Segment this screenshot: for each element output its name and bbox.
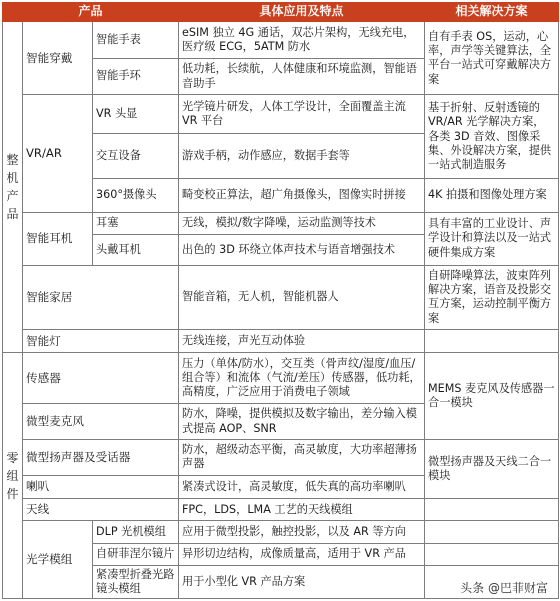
features-360-camera: 畸变校正算法，超广角摄像头，图像实时拼接	[179, 178, 425, 212]
subproduct-360-camera: 360°摄像头	[93, 178, 179, 212]
product-wearable: 智能穿戴	[23, 22, 93, 95]
solution-sensor: MEMS 麦克风及传感器一合一模块	[425, 353, 559, 440]
features-horn: 紧凑式设计，高灵敏度，低失真的高功率喇叭	[179, 475, 425, 498]
subproduct-fresnel: 自研菲涅尔镜片	[93, 543, 179, 565]
product-optics: 光学模组	[23, 521, 93, 599]
subproduct-dlp: DLP 光机模组	[93, 521, 179, 543]
solution-antenna	[425, 499, 559, 521]
subproduct-band: 智能手环	[93, 58, 179, 95]
features-smart-lamp: 无线连接，声光互动体验	[179, 329, 425, 352]
solution-smart-home: 自研降噪算法，波束阵列解决方案，语音及投影交互方案，运动控制平衡方案	[425, 265, 559, 329]
subproduct-interaction: 交互设备	[93, 134, 179, 179]
solution-dlp	[425, 521, 559, 543]
header-solutions: 相关解决方案	[425, 3, 559, 22]
features-antenna: FPC，LDS，LMA 工艺的天线模组	[179, 499, 425, 521]
solution-speaker: 微型扬声器及天线二合一模块	[425, 439, 559, 498]
table-row	[3, 499, 559, 521]
product-speaker: 微型扬声器及受话器	[23, 439, 179, 475]
product-sensor: 传感器	[23, 353, 179, 404]
features-vr-headset: 光学镜片研发，人体工学设计，全面覆盖主流 VR 平台	[179, 95, 425, 134]
subproduct-vr-headset: VR 头显	[93, 95, 179, 134]
features-speaker: 防水，超级动态平衡，高灵敏度，大功率超薄扬声器	[179, 439, 425, 475]
product-earphone: 智能耳机	[23, 212, 93, 265]
product-vrar: VR/AR	[23, 95, 93, 212]
features-dlp: 应用于微型投影，触控投影，以及 AR 等方向	[179, 521, 425, 543]
product-smart-lamp: 智能灯	[23, 329, 179, 352]
product-horn: 喇叭	[23, 475, 179, 498]
watermark-text: 头条 @巴菲财富	[460, 581, 548, 595]
table-row	[3, 521, 559, 543]
features-watch: eSIM 独立 4G 通话，双芯片架构，无线充电，医疗级 ECG，5ATM 防水	[179, 22, 425, 59]
category-label: 零 组 件	[6, 450, 19, 501]
product-smart-home: 智能家居	[23, 265, 179, 329]
solution-vrar: 基于折射、反射透镜的 VR/AR 光学解决方案，各类 3D 音效、图像采集、外设解决方案，提供一站式制造服务	[425, 95, 559, 179]
subproduct-watch: 智能手表	[93, 22, 179, 59]
features-micro-mic: 防水，降噪，提供模拟及数字输出，差分输入模式提高 AOP、SNR	[179, 404, 425, 440]
table-row	[3, 439, 559, 475]
category-components	[3, 353, 23, 599]
product-micro-mic: 微型麦克风	[23, 404, 179, 440]
category-label: 整 机 产 品	[6, 153, 19, 222]
header-features: 具体应用及特点	[179, 3, 425, 22]
features-headphone: 出色的 3D 环绕立体声技术与语音增强技术	[179, 235, 425, 266]
solution-360-camera: 4K 拍摄和图像处理方案	[425, 178, 559, 212]
solution-wearable: 自有手表 OS，运动，心率，声学等关键算法，全平台一站式可穿戴解决方案	[425, 22, 559, 95]
table-header-row	[3, 3, 559, 22]
features-interaction: 游戏手柄，动作感应，数据手套等	[179, 134, 425, 179]
features-sensor: 压力（单体/防水），交互类（骨声纹/湿度/血压/组合等）和流体（气流/差压）传感器，低功耗，高精度，广泛应用于消费电子领域	[179, 353, 425, 404]
header-product: 产品	[3, 3, 179, 22]
solution-earphone: 具有丰富的工业设计、声学设计和算法以及一站式硬件集成方案	[425, 212, 559, 265]
product-antenna: 天线	[23, 499, 179, 521]
solution-fresnel	[425, 543, 559, 565]
category-complete-machine	[3, 22, 23, 353]
features-fold-lens: 用于小型化 VR 产品方案	[179, 566, 425, 599]
solution-smart-lamp	[425, 329, 559, 352]
watermark	[458, 579, 550, 596]
table-row	[3, 95, 559, 134]
product-table	[2, 2, 559, 599]
features-fresnel: 异形切边结构，成像质量高，适用于 VR 产品	[179, 543, 425, 565]
features-earbud: 无线，模拟/数字降噪，运动监测等技术	[179, 212, 425, 234]
features-band: 低功耗，长续航，人体健康和环境监测，智能语音助手	[179, 58, 425, 95]
table-row	[3, 22, 559, 59]
table-row	[3, 212, 559, 234]
subproduct-headphone: 头戴耳机	[93, 235, 179, 266]
table-row	[3, 265, 559, 329]
subproduct-fold-lens: 紧凑型折叠光路镜头模组	[93, 566, 179, 599]
table-row	[3, 353, 559, 404]
subproduct-earbud: 耳塞	[93, 212, 179, 234]
table-row	[3, 329, 559, 352]
features-smart-home: 智能音箱，无人机，智能机器人	[179, 265, 425, 329]
